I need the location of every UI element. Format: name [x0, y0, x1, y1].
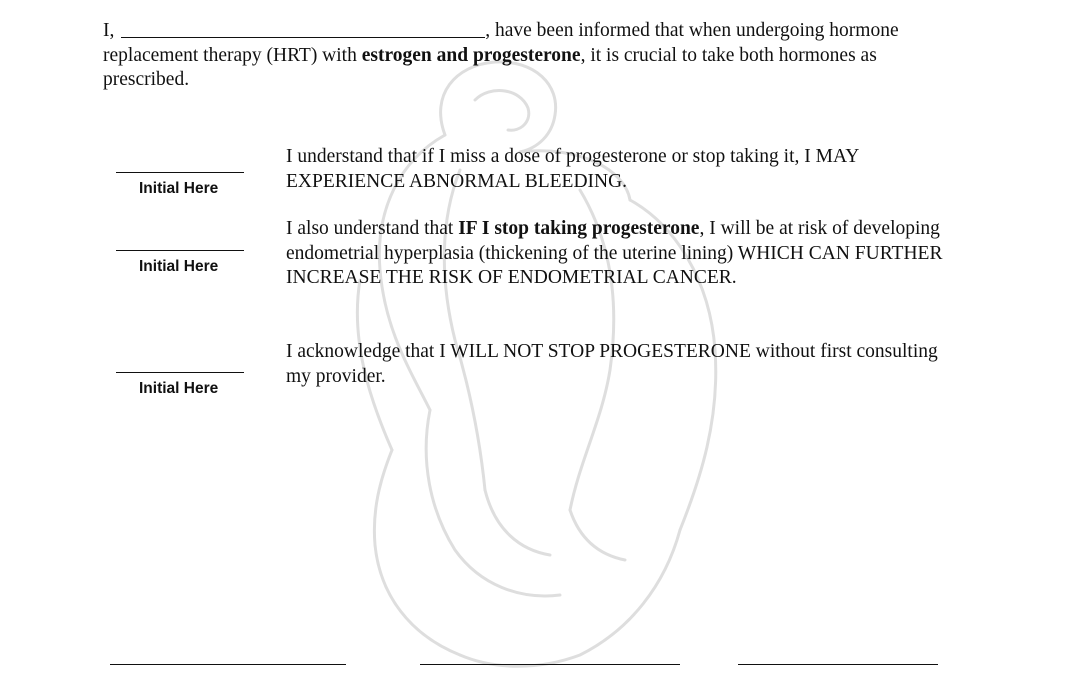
signature-line-3[interactable] [738, 664, 938, 665]
intro-bold-hormones: estrogen and progesterone [361, 44, 581, 66]
initial-label-1: Initial Here [139, 180, 219, 197]
statement-1-text: I understand that if I miss a dose of progesterone or stop taking it, I MAY EXPERIENCE ABNORMAL BLEEDING. [286, 146, 859, 192]
initial-label-2: Initial Here [139, 258, 219, 275]
statement-2-before: I also understand that [286, 218, 459, 239]
initial-line-3[interactable] [116, 372, 244, 373]
initial-block-1 [116, 172, 244, 198]
initial-line-2[interactable] [116, 250, 244, 251]
statement-3 [286, 340, 946, 389]
initial-label-3: Initial Here [139, 380, 219, 397]
intro-prefix: I, [103, 20, 115, 41]
signature-line-1[interactable] [110, 664, 346, 665]
statement-2-bold: IF I stop taking progesterone [458, 218, 700, 239]
initial-line-1[interactable] [116, 172, 244, 173]
statement-2-after: , I will be at risk of developing endometrial hyperplasia (thickening of the uterine lining) WHICH CAN FURTHER INCREASE THE RISK OF ENDOMETRIAL CANCER. [286, 218, 943, 288]
statement-2 [286, 217, 946, 291]
patient-name-blank[interactable] [121, 19, 485, 38]
statement-1 [286, 145, 946, 194]
initial-block-2 [116, 250, 244, 276]
statement-3-text: I acknowledge that I WILL NOT STOP PROGESTERONE without first consulting my provider. [286, 341, 938, 387]
intro-paragraph [103, 19, 943, 93]
initial-block-3 [116, 372, 244, 398]
signature-line-2[interactable] [420, 664, 680, 665]
intro-text-b: , it is crucial to take both hormones as prescribed. [103, 44, 877, 90]
intro-text-a: , have been informed that when undergoing hormone replacement therapy (HRT) with [103, 20, 899, 66]
